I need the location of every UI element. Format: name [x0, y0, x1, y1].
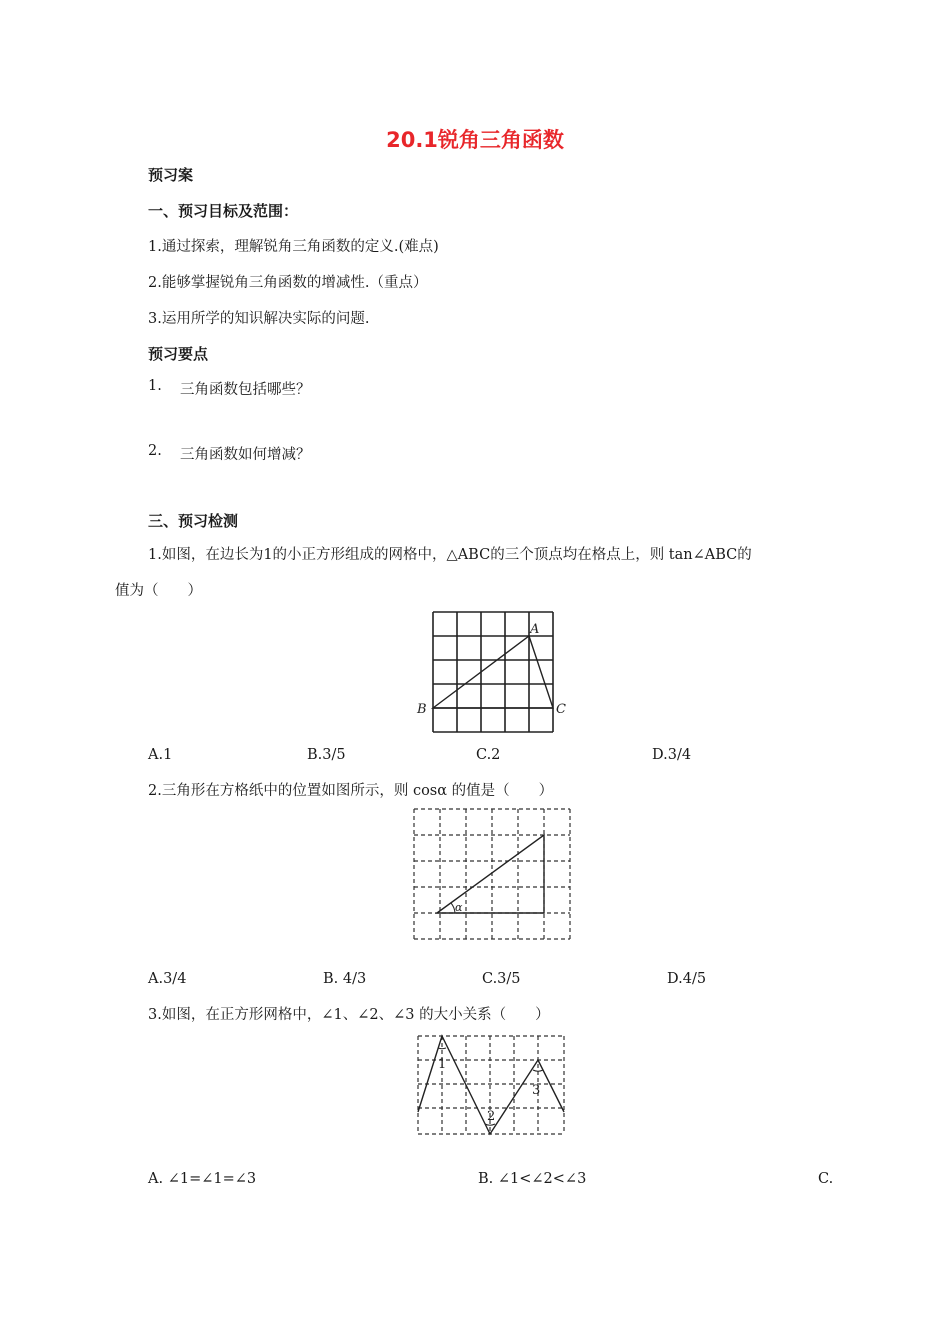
- q3-angle-label-1: 1: [438, 1057, 447, 1072]
- section-preview-heading: 预习案: [148, 166, 194, 184]
- q3-angle-label-2: 2: [487, 1109, 496, 1124]
- q2-triangle: [437, 835, 544, 913]
- goal-item-1: 1.通过探索，理解锐角三角函数的定义.(难点): [148, 239, 439, 255]
- check-heading: 三、预习检测: [148, 512, 239, 530]
- q1-label-c: C: [556, 702, 566, 717]
- key-point-text-1: 三角函数包括哪些？: [180, 382, 311, 398]
- goal-item-2: 2.能够掌握锐角三角函数的增减性.（重点）: [148, 275, 428, 291]
- q3-stem: 3.如图，在正方形网格中，∠1、∠2、∠3 的大小关系（ ）: [148, 1007, 550, 1023]
- q3-option-c: C.: [818, 1171, 834, 1187]
- q2-option-d: D.4/5: [667, 971, 707, 987]
- q2-stem: 2.三角形在方格纸中的位置如图所示，则 cosα 的值是（ ）: [148, 783, 554, 799]
- q2-option-b: B. 4/3: [323, 971, 367, 987]
- q2-option-a: A.3/4: [148, 971, 187, 987]
- key-point-number-1: 1.: [148, 378, 162, 394]
- q2-option-c: C.3/5: [482, 971, 521, 987]
- q1-triangle-abc: [433, 636, 553, 708]
- q3-angle-arc-3: [533, 1070, 543, 1071]
- q3-option-a: A. ∠1=∠1=∠3: [148, 1171, 257, 1187]
- q3-angle-label-3: 3: [532, 1083, 541, 1098]
- key-point-text-2: 三角函数如何增减？: [180, 447, 311, 463]
- page-title: 20.1锐角三角函数: [386, 128, 564, 152]
- q3-angle-arc-1: [438, 1048, 446, 1049]
- q3-grid-figure: [410, 1030, 574, 1142]
- q1-option-c: C.2: [476, 747, 501, 763]
- q1-label-a: A: [530, 622, 540, 637]
- key-point-number-2: 2.: [148, 443, 162, 459]
- q1-option-a: A.1: [148, 747, 173, 763]
- goal-item-3: 3.运用所学的知识解决实际的问题.: [148, 311, 370, 327]
- q1-label-b: B: [417, 702, 427, 717]
- q1-stem-line1: 1.如图，在边长为1的小正方形组成的网格中，△ABC的三个顶点均在格点上，则 tan∠ABC的: [148, 547, 752, 563]
- goals-heading: 一、预习目标及范围：: [148, 202, 299, 220]
- q2-grid-figure: [410, 805, 576, 945]
- q2-dashed-grid: [414, 809, 570, 939]
- q2-angle-label: α: [455, 901, 463, 914]
- q1-option-b: B.3/5: [307, 747, 346, 763]
- q1-grid-figure: [410, 606, 580, 738]
- key-points-heading: 预习要点: [148, 345, 209, 363]
- q3-option-b: B. ∠1<∠2<∠3: [478, 1171, 587, 1187]
- q1-option-d: D.3/4: [652, 747, 692, 763]
- q3-angle-arc-2: [485, 1124, 495, 1125]
- q1-stem-line2: 值为（ ）: [115, 583, 202, 599]
